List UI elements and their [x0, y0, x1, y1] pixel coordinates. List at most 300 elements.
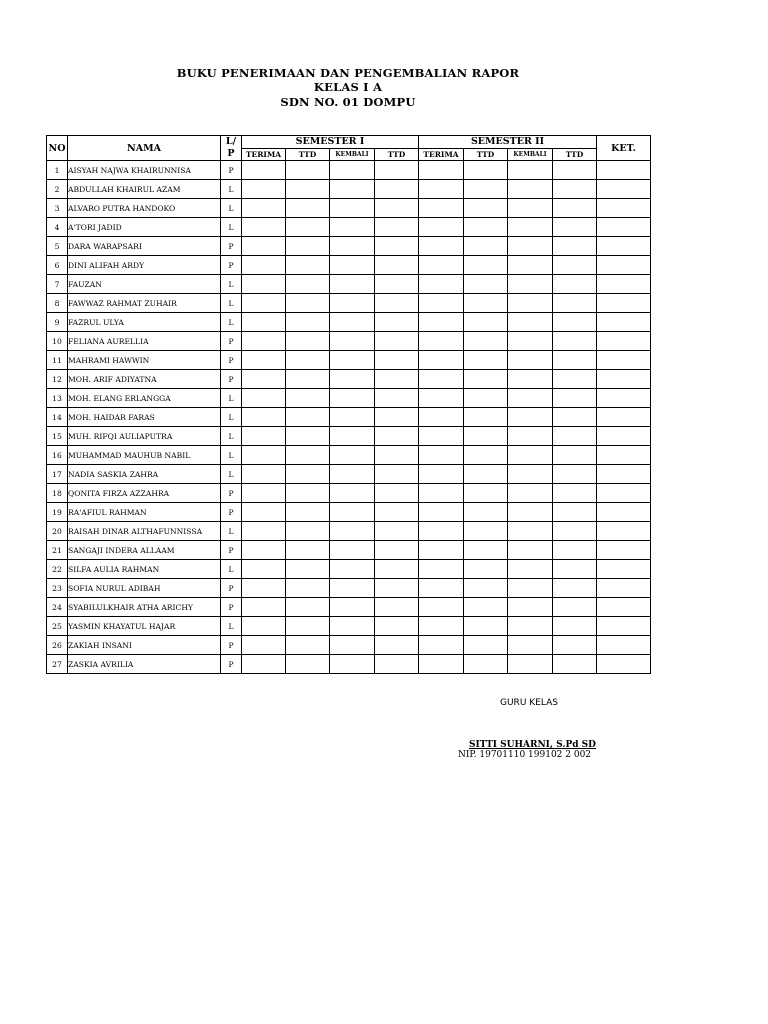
ket-cell: [597, 560, 651, 579]
header-lp-top: L/: [225, 136, 237, 147]
row-number: 25: [47, 617, 68, 636]
table-row: [47, 655, 651, 674]
student-gender: L: [221, 313, 242, 332]
s2-kembali-cell: [508, 465, 553, 484]
s2-ttd-cell: [464, 541, 508, 560]
s2-ttd2-cell: [553, 636, 597, 655]
s2-ttd2-cell: [553, 560, 597, 579]
s2-terima-cell: [419, 199, 464, 218]
s1-terima-cell: [242, 655, 286, 674]
s2-ttd2-cell: [553, 218, 597, 237]
student-gender: P: [221, 541, 242, 560]
s1-kembali-cell: [330, 655, 375, 674]
table-row: [47, 617, 651, 636]
s2-kembali-cell: [508, 275, 553, 294]
s2-kembali-cell: [508, 161, 553, 180]
ket-cell: [597, 389, 651, 408]
s2-ttd-cell: [464, 389, 508, 408]
table-row: [47, 237, 651, 256]
row-number: 8: [47, 294, 68, 313]
table-row: [47, 218, 651, 237]
s1-kembali-cell: [330, 427, 375, 446]
s2-ttd2-cell: [553, 446, 597, 465]
s1-ttd2-cell: [375, 180, 419, 199]
table-row: [47, 465, 651, 484]
s2-kembali-cell: [508, 294, 553, 313]
ket-cell: [597, 294, 651, 313]
ket-cell: [597, 446, 651, 465]
s2-kembali-cell: [508, 180, 553, 199]
s2-kembali-cell: [508, 617, 553, 636]
s2-ttd2-cell: [553, 617, 597, 636]
ket-cell: [597, 161, 651, 180]
s1-kembali-cell: [330, 351, 375, 370]
s2-kembali-cell: [508, 218, 553, 237]
student-gender: P: [221, 579, 242, 598]
student-gender: L: [221, 446, 242, 465]
s1-terima-cell: [242, 237, 286, 256]
table-row: [47, 332, 651, 351]
student-name: SYABILULKHAIR ATHA ARICHY: [68, 598, 221, 617]
header-s1-kembali: KEMBALI: [330, 148, 375, 161]
document-title: BUKU PENERIMAAN DAN PENGEMBALIAN RAPOR: [176, 66, 520, 80]
table-row: [47, 275, 651, 294]
s2-terima-cell: [419, 465, 464, 484]
s2-ttd-cell: [464, 180, 508, 199]
row-number: 1: [47, 161, 68, 180]
s1-ttd2-cell: [375, 484, 419, 503]
s2-terima-cell: [419, 522, 464, 541]
s2-terima-cell: [419, 294, 464, 313]
s1-ttd2-cell: [375, 503, 419, 522]
student-gender: P: [221, 370, 242, 389]
row-number: 12: [47, 370, 68, 389]
s1-terima-cell: [242, 199, 286, 218]
table-row: [47, 522, 651, 541]
s1-ttd2-cell: [375, 199, 419, 218]
s2-terima-cell: [419, 180, 464, 199]
s2-terima-cell: [419, 427, 464, 446]
student-name: SOFIA NURUL ADIBAH: [68, 579, 221, 598]
student-gender: L: [221, 465, 242, 484]
s1-ttd-cell: [286, 313, 330, 332]
ket-cell: [597, 465, 651, 484]
s1-kembali-cell: [330, 199, 375, 218]
s2-terima-cell: [419, 408, 464, 427]
s1-kembali-cell: [330, 294, 375, 313]
row-number: 27: [47, 655, 68, 674]
s1-kembali-cell: [330, 560, 375, 579]
s2-ttd-cell: [464, 636, 508, 655]
signature-role: GURU KELAS: [500, 698, 558, 708]
s1-terima-cell: [242, 541, 286, 560]
s1-ttd-cell: [286, 275, 330, 294]
s1-ttd2-cell: [375, 636, 419, 655]
header-s2-ttd2: TTD: [553, 148, 597, 161]
student-name: ZAKIAH INSANI: [68, 636, 221, 655]
s1-kembali-cell: [330, 313, 375, 332]
row-number: 20: [47, 522, 68, 541]
ket-cell: [597, 598, 651, 617]
student-name: FAWWAZ RAHMAT ZUHAIR: [68, 294, 221, 313]
signature-nip: NIP. 19701110 199102 2 002: [458, 750, 592, 760]
s2-ttd-cell: [464, 332, 508, 351]
s1-ttd-cell: [286, 617, 330, 636]
s2-kembali-cell: [508, 332, 553, 351]
student-name: DARA WARAPSARI: [68, 237, 221, 256]
s2-ttd-cell: [464, 408, 508, 427]
table-row: [47, 484, 651, 503]
s1-ttd-cell: [286, 199, 330, 218]
table-row: [47, 199, 651, 218]
s2-ttd2-cell: [553, 503, 597, 522]
table-row: [47, 579, 651, 598]
ket-cell: [597, 503, 651, 522]
s1-terima-cell: [242, 332, 286, 351]
student-gender: P: [221, 484, 242, 503]
row-number: 10: [47, 332, 68, 351]
s1-ttd2-cell: [375, 522, 419, 541]
s1-ttd-cell: [286, 484, 330, 503]
student-name: SANGAJI INDERA ALLAAM: [68, 541, 221, 560]
s2-kembali-cell: [508, 427, 553, 446]
s1-ttd2-cell: [375, 161, 419, 180]
s1-ttd2-cell: [375, 218, 419, 237]
s2-ttd-cell: [464, 218, 508, 237]
s1-ttd2-cell: [375, 294, 419, 313]
s1-ttd-cell: [286, 218, 330, 237]
s2-ttd-cell: [464, 560, 508, 579]
row-number: 22: [47, 560, 68, 579]
s1-terima-cell: [242, 636, 286, 655]
s2-terima-cell: [419, 598, 464, 617]
class-subtitle: KELAS I A: [313, 80, 383, 94]
table-row: [47, 560, 651, 579]
table-row: [47, 408, 651, 427]
s2-ttd2-cell: [553, 332, 597, 351]
student-name: AISYAH NAJWA KHAIRUNNISA: [68, 161, 221, 180]
ket-cell: [597, 522, 651, 541]
s1-kembali-cell: [330, 256, 375, 275]
student-name: MUH. RIFQI AULIAPUTRA: [68, 427, 221, 446]
ket-cell: [597, 256, 651, 275]
s1-kembali-cell: [330, 446, 375, 465]
s1-ttd-cell: [286, 598, 330, 617]
s1-terima-cell: [242, 351, 286, 370]
s2-ttd-cell: [464, 579, 508, 598]
s1-kembali-cell: [330, 408, 375, 427]
s1-ttd2-cell: [375, 237, 419, 256]
s1-ttd-cell: [286, 351, 330, 370]
s1-terima-cell: [242, 484, 286, 503]
student-name: FAZRUL ULYA: [68, 313, 221, 332]
s1-terima-cell: [242, 180, 286, 199]
s2-kembali-cell: [508, 351, 553, 370]
s1-ttd-cell: [286, 237, 330, 256]
s1-ttd2-cell: [375, 332, 419, 351]
s2-ttd2-cell: [553, 256, 597, 275]
s1-ttd-cell: [286, 389, 330, 408]
ket-cell: [597, 180, 651, 199]
s2-kembali-cell: [508, 408, 553, 427]
s1-kembali-cell: [330, 579, 375, 598]
s1-kembali-cell: [330, 484, 375, 503]
s1-ttd-cell: [286, 579, 330, 598]
s2-terima-cell: [419, 237, 464, 256]
s1-ttd2-cell: [375, 579, 419, 598]
s1-terima-cell: [242, 389, 286, 408]
header-semester-2: SEMESTER II: [419, 136, 597, 149]
s2-ttd-cell: [464, 617, 508, 636]
s2-ttd-cell: [464, 351, 508, 370]
ket-cell: [597, 332, 651, 351]
s1-ttd2-cell: [375, 408, 419, 427]
s2-terima-cell: [419, 636, 464, 655]
s1-terima-cell: [242, 465, 286, 484]
s2-kembali-cell: [508, 579, 553, 598]
s1-ttd2-cell: [375, 275, 419, 294]
ket-cell: [597, 275, 651, 294]
header-s2-kembali: KEMBALI: [508, 148, 553, 161]
ket-cell: [597, 427, 651, 446]
student-gender: P: [221, 237, 242, 256]
s1-kembali-cell: [330, 275, 375, 294]
student-name: A'TORI JADID: [68, 218, 221, 237]
s1-ttd2-cell: [375, 427, 419, 446]
student-name: FAUZAN: [68, 275, 221, 294]
s1-kembali-cell: [330, 465, 375, 484]
s2-terima-cell: [419, 655, 464, 674]
s1-ttd2-cell: [375, 465, 419, 484]
header-s1-terima: TERIMA: [242, 148, 286, 161]
row-number: 3: [47, 199, 68, 218]
s2-ttd-cell: [464, 256, 508, 275]
student-gender: P: [221, 636, 242, 655]
s1-terima-cell: [242, 503, 286, 522]
row-number: 9: [47, 313, 68, 332]
s2-ttd2-cell: [553, 351, 597, 370]
student-name: ALVARO PUTRA HANDOKO: [68, 199, 221, 218]
s2-ttd2-cell: [553, 579, 597, 598]
s2-ttd-cell: [464, 465, 508, 484]
student-gender: L: [221, 199, 242, 218]
s2-terima-cell: [419, 275, 464, 294]
s1-kembali-cell: [330, 636, 375, 655]
s1-ttd-cell: [286, 332, 330, 351]
s2-ttd-cell: [464, 427, 508, 446]
s1-terima-cell: [242, 294, 286, 313]
student-name: MOH. ARIF ADIYATNA: [68, 370, 221, 389]
s2-ttd-cell: [464, 370, 508, 389]
table-row: [47, 598, 651, 617]
student-gender: L: [221, 617, 242, 636]
s1-ttd-cell: [286, 465, 330, 484]
table-row: [47, 161, 651, 180]
s1-kembali-cell: [330, 598, 375, 617]
s2-kembali-cell: [508, 370, 553, 389]
row-number: 16: [47, 446, 68, 465]
s1-terima-cell: [242, 256, 286, 275]
s1-ttd2-cell: [375, 389, 419, 408]
signature-name: SITTI SUHARNI, S.Pd SD: [469, 740, 596, 750]
s2-kembali-cell: [508, 541, 553, 560]
s1-ttd-cell: [286, 636, 330, 655]
student-name: RA'AFIUL RAHMAN: [68, 503, 221, 522]
s1-terima-cell: [242, 218, 286, 237]
row-number: 18: [47, 484, 68, 503]
student-gender: L: [221, 294, 242, 313]
header-lp: [221, 136, 242, 161]
s1-ttd2-cell: [375, 560, 419, 579]
s1-ttd-cell: [286, 522, 330, 541]
ket-cell: [597, 617, 651, 636]
s2-ttd-cell: [464, 446, 508, 465]
s2-terima-cell: [419, 484, 464, 503]
ket-cell: [597, 313, 651, 332]
student-name: ABDULLAH KHAIRUL AZAM: [68, 180, 221, 199]
s2-terima-cell: [419, 351, 464, 370]
s1-kembali-cell: [330, 617, 375, 636]
s2-ttd2-cell: [553, 655, 597, 674]
s1-kembali-cell: [330, 180, 375, 199]
row-number: 19: [47, 503, 68, 522]
ket-cell: [597, 351, 651, 370]
s1-kembali-cell: [330, 541, 375, 560]
row-number: 2: [47, 180, 68, 199]
student-gender: L: [221, 408, 242, 427]
student-name: QONITA FIRZA AZZAHRA: [68, 484, 221, 503]
student-gender: L: [221, 180, 242, 199]
s2-kembali-cell: [508, 636, 553, 655]
s1-ttd2-cell: [375, 541, 419, 560]
s1-ttd-cell: [286, 294, 330, 313]
s2-ttd-cell: [464, 522, 508, 541]
s1-terima-cell: [242, 446, 286, 465]
s2-ttd2-cell: [553, 313, 597, 332]
header-s1-ttd2: TTD: [375, 148, 419, 161]
header-lp-bottom: P: [227, 148, 235, 159]
s1-kembali-cell: [330, 389, 375, 408]
s2-ttd2-cell: [553, 237, 597, 256]
s2-kembali-cell: [508, 598, 553, 617]
s1-ttd-cell: [286, 370, 330, 389]
row-number: 14: [47, 408, 68, 427]
s1-ttd-cell: [286, 161, 330, 180]
s2-kembali-cell: [508, 446, 553, 465]
student-gender: L: [221, 560, 242, 579]
s2-kembali-cell: [508, 560, 553, 579]
s2-ttd2-cell: [553, 389, 597, 408]
student-gender: L: [221, 218, 242, 237]
row-number: 15: [47, 427, 68, 446]
table-row: [47, 389, 651, 408]
header-nama: NAMA: [68, 136, 221, 161]
s2-ttd2-cell: [553, 199, 597, 218]
student-name: DINI ALIFAH ARDY: [68, 256, 221, 275]
ket-cell: [597, 370, 651, 389]
ket-cell: [597, 655, 651, 674]
s1-terima-cell: [242, 598, 286, 617]
row-number: 21: [47, 541, 68, 560]
ket-cell: [597, 218, 651, 237]
s2-terima-cell: [419, 541, 464, 560]
student-gender: L: [221, 427, 242, 446]
table-row: [47, 541, 651, 560]
student-gender: P: [221, 332, 242, 351]
ket-cell: [597, 541, 651, 560]
s2-kembali-cell: [508, 389, 553, 408]
s1-ttd2-cell: [375, 446, 419, 465]
s1-ttd2-cell: [375, 617, 419, 636]
s1-kembali-cell: [330, 237, 375, 256]
header-ket: KET.: [597, 136, 651, 161]
s2-terima-cell: [419, 313, 464, 332]
s2-terima-cell: [419, 503, 464, 522]
row-number: 7: [47, 275, 68, 294]
student-gender: L: [221, 389, 242, 408]
student-name: NADIA SASKIA ZAHRA: [68, 465, 221, 484]
s2-ttd2-cell: [553, 370, 597, 389]
s2-ttd-cell: [464, 294, 508, 313]
s2-ttd-cell: [464, 237, 508, 256]
student-gender: P: [221, 503, 242, 522]
ket-cell: [597, 484, 651, 503]
s1-ttd-cell: [286, 408, 330, 427]
s2-ttd-cell: [464, 655, 508, 674]
s2-kembali-cell: [508, 313, 553, 332]
s2-ttd2-cell: [553, 408, 597, 427]
s2-ttd2-cell: [553, 427, 597, 446]
s1-terima-cell: [242, 427, 286, 446]
table-row: [47, 294, 651, 313]
student-gender: P: [221, 351, 242, 370]
s1-terima-cell: [242, 408, 286, 427]
student-gender: P: [221, 256, 242, 275]
s2-terima-cell: [419, 389, 464, 408]
s2-kembali-cell: [508, 484, 553, 503]
student-gender: L: [221, 275, 242, 294]
student-name: YASMIN KHAYATUL HAJAR: [68, 617, 221, 636]
s2-terima-cell: [419, 617, 464, 636]
s2-terima-cell: [419, 370, 464, 389]
s2-terima-cell: [419, 256, 464, 275]
s1-ttd-cell: [286, 655, 330, 674]
s1-ttd-cell: [286, 560, 330, 579]
s1-ttd2-cell: [375, 351, 419, 370]
ket-cell: [597, 636, 651, 655]
s1-ttd2-cell: [375, 598, 419, 617]
table-row: [47, 636, 651, 655]
s2-ttd2-cell: [553, 541, 597, 560]
s1-ttd-cell: [286, 180, 330, 199]
s1-kembali-cell: [330, 218, 375, 237]
ket-cell: [597, 199, 651, 218]
s1-ttd-cell: [286, 541, 330, 560]
header-s2-terima: TERIMA: [419, 148, 464, 161]
table-row: [47, 370, 651, 389]
s1-terima-cell: [242, 617, 286, 636]
student-gender: L: [221, 522, 242, 541]
school-subtitle: SDN NO. 01 DOMPU: [280, 95, 416, 109]
s1-kembali-cell: [330, 370, 375, 389]
s2-kembali-cell: [508, 199, 553, 218]
s1-kembali-cell: [330, 161, 375, 180]
s2-kembali-cell: [508, 655, 553, 674]
s1-kembali-cell: [330, 332, 375, 351]
student-gender: P: [221, 655, 242, 674]
row-number: 26: [47, 636, 68, 655]
student-name: SILFA AULIA RAHMAN: [68, 560, 221, 579]
